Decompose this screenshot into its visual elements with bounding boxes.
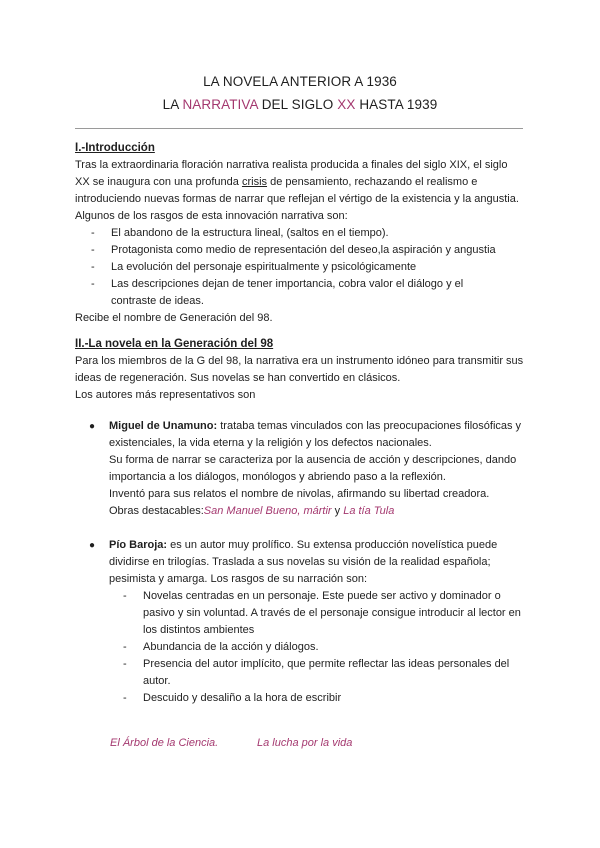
dash-icon: -	[123, 658, 127, 670]
baroja-works	[110, 735, 530, 752]
list-item	[123, 656, 525, 690]
list-item	[123, 690, 525, 707]
title-part: DEL SIGLO	[257, 97, 338, 112]
list-item-text: La evolución del personaje espiritualmente y psicológicamente	[111, 261, 417, 273]
list-item-text: Las descripciones dejan de tener importancia, cobra valor el diálogo y el contraste de ideas.	[111, 278, 464, 307]
title-accent-narrativa: NARRATIVA	[182, 97, 258, 112]
list-item-text: El abandono de la estructura lineal, (saltos en el tiempo).	[111, 227, 389, 239]
dash-icon: -	[123, 692, 127, 704]
dash-icon: -	[123, 590, 127, 602]
author-text: es un autor muy prolífico. Su extensa producción novelística puede	[167, 539, 498, 551]
list-item-text: Presencia del autor implícito, que permite reflectar las ideas personales del autor.	[143, 658, 510, 687]
works-label: Obras destacables:	[109, 505, 204, 517]
list-item-text: Novelas centradas en un personaje. Este puede ser activo y dominador o pasivo y sin voluntad. A través de el personaje consigue introducir al lector en los distintos ambientes	[143, 590, 521, 636]
title-line-2	[0, 95, 600, 115]
list-item-text: Protagonista como medio de representación del deseo,la aspiración y angustia	[111, 244, 496, 256]
intro-closing: Recibe el nombre de Generación del 98.	[75, 312, 273, 324]
section2-line: Para los miembros de la G del 98, la narrativa era un instrumento idóneo para transmitir sus	[75, 355, 524, 367]
dash-icon: -	[91, 278, 95, 290]
list-item	[91, 242, 525, 259]
underlined-word: crisis	[241, 176, 268, 188]
intro-line: introduciendo nuevas formas de narrar que reflejan el vértigo de la existencia y la angustia.	[75, 193, 519, 205]
title-part: HASTA 1939	[355, 97, 438, 112]
intro-feature-list	[75, 225, 525, 310]
list-item	[123, 639, 525, 656]
horizontal-divider	[75, 128, 523, 129]
list-item	[91, 276, 491, 310]
work-title: San Manuel Bueno, mártir	[203, 505, 332, 517]
bullet-icon: ●	[89, 421, 96, 432]
dash-icon: -	[91, 261, 95, 273]
list-item	[91, 225, 525, 242]
title-line-1: LA NOVELA ANTERIOR A 1936	[203, 74, 397, 89]
author-line: Inventó para sus relatos el nombre de nivolas, afirmando su libertad creadora.	[109, 488, 490, 500]
title-accent-xx: XX	[337, 97, 356, 112]
intro-text: XX se inaugura con una profunda	[75, 176, 242, 188]
list-item	[91, 259, 525, 276]
work-title: La lucha por la vida	[257, 737, 353, 749]
list-item-text: Abundancia de la acción y diálogos.	[143, 641, 319, 653]
intro-line: Tras la extraordinaria floración narrativa realista producida a finales del siglo XIX, el siglo	[75, 159, 508, 171]
section2-line: Los autores más representativos son	[75, 389, 256, 401]
author-unamuno	[89, 418, 525, 520]
intro-heading: I.-Introducción	[75, 142, 155, 154]
work-title: La tía Tula	[343, 505, 395, 517]
section2-heading: II.-La novela en la Generación del 98	[75, 338, 274, 350]
bullet-icon: ●	[89, 540, 96, 551]
author-baroja	[89, 537, 525, 707]
list-item-text: Descuido y desaliño a la hora de escribir	[143, 692, 342, 704]
works-separator: y	[331, 505, 344, 517]
intro-line	[75, 174, 525, 191]
intro-text: de pensamiento, rechazando el realismo e	[267, 176, 478, 188]
authors-list	[75, 418, 525, 707]
author-works	[109, 503, 525, 520]
author-line: dividirse en trilogías. Traslada a sus novelas su visión de la realidad española;	[109, 556, 491, 568]
title-part: LA	[162, 97, 183, 112]
baroja-traits-list	[109, 588, 525, 707]
intro-line: Algunos de los rasgos de esta innovación narrativa son:	[75, 210, 348, 222]
author-line	[109, 418, 525, 435]
author-line: Su forma de narrar se caracteriza por la ausencia de acción y descripciones, dando	[109, 454, 517, 466]
author-line	[109, 537, 525, 554]
dash-icon: -	[91, 227, 95, 239]
section2-line: ideas de regeneración. Sus novelas se han convertido en clásicos.	[75, 372, 401, 384]
dash-icon: -	[91, 244, 95, 256]
dash-icon: -	[123, 641, 127, 653]
work-title: El Árbol de la Ciencia.	[110, 737, 219, 749]
document-body	[75, 139, 525, 707]
author-text: trataba temas vinculados con las preocupaciones filosóficas y	[217, 420, 522, 432]
list-item	[123, 588, 525, 639]
author-line: pesimista y amarga. Los rasgos de su narración son:	[109, 573, 368, 585]
author-line: existenciales, la vida eterna y la religión y los defectos nacionales.	[109, 437, 432, 449]
author-name: Pío Baroja:	[109, 539, 168, 551]
author-name: Miguel de Unamuno:	[109, 420, 218, 432]
author-line: importancia a los diálogos, monólogos y abriendo paso a la reflexión.	[109, 471, 446, 483]
